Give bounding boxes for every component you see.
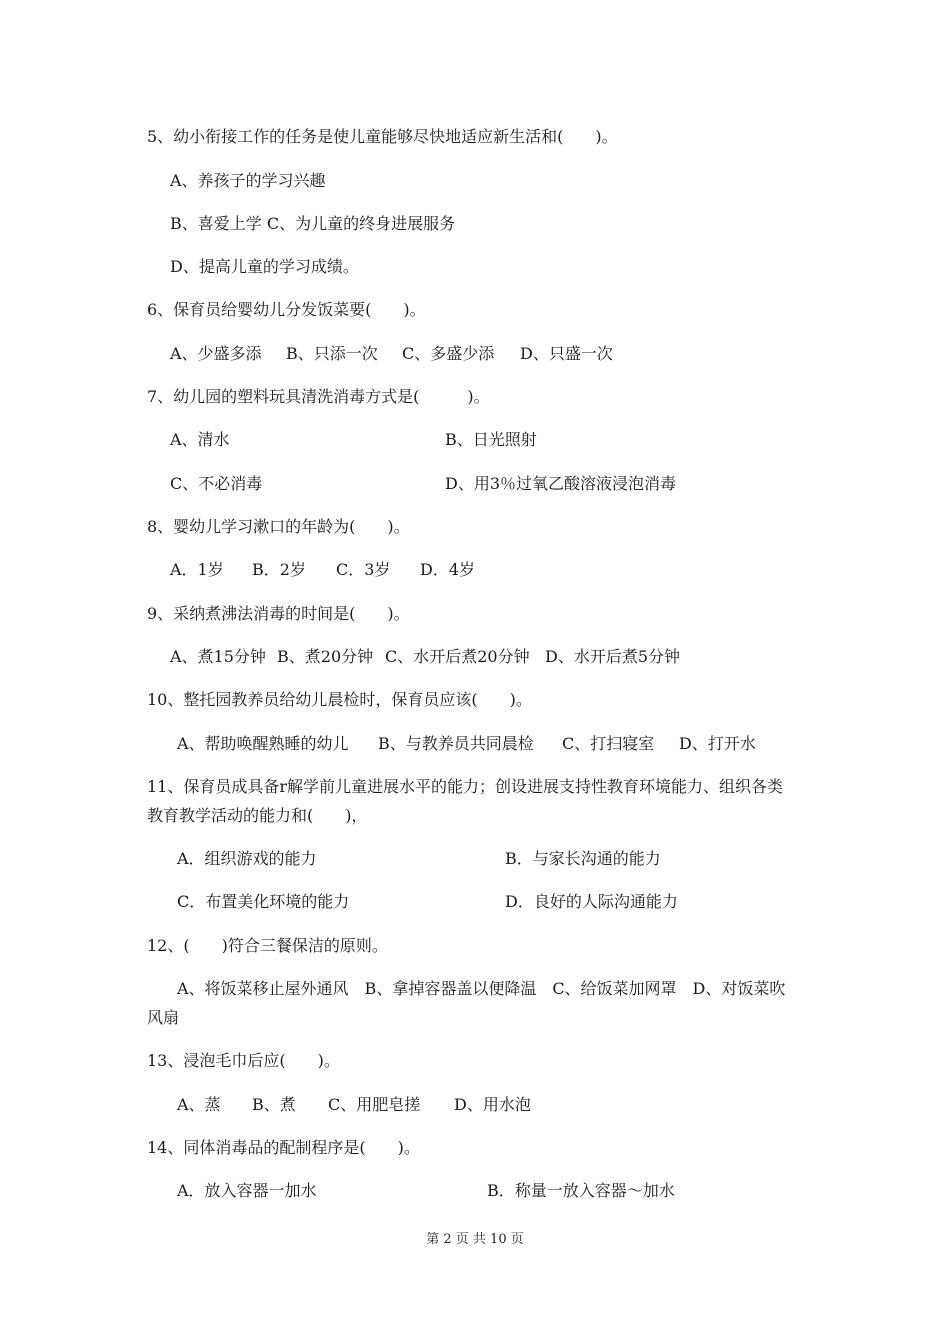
question-10-stem: 10、整托园教养员给幼儿晨检时，保育员应该( )。 [147,690,532,709]
question-7-option-b: B、日光照射 [445,430,537,449]
question-13-option-a: A、蒸 [177,1095,221,1114]
question-5-option-d: D、提高儿童的学习成绩。 [170,257,359,276]
question-6-option-b: B、只添一次 [286,344,378,363]
question-9-option-d: D、水开后煮5分钟 [545,647,681,666]
question-8-option-a: A．1岁 [170,560,224,579]
question-12-stem: 12、( )符合三餐保洁的原则。 [147,936,388,955]
question-8-option-b: B．2岁 [252,560,306,579]
question-8-stem: 8、婴幼儿学习漱口的年龄为( )。 [147,517,410,536]
question-10-option-a: A、帮助唤醒熟睡的幼儿 [177,734,349,753]
question-11-stem-line-2: 教育教学活动的能力和( )， [147,806,368,825]
page-footer: 第 2 页 共 10 页 [426,1232,524,1247]
question-11-option-d: D．良好的人际沟通能力 [505,892,678,911]
question-11-option-c: C．布置美化环境的能力 [177,892,350,911]
question-9-option-b: B、煮20分钟 [277,647,374,666]
question-9-stem: 9、采纳煮沸法消毒的时间是( )。 [147,604,410,623]
question-6-option-a: A、少盛多添 [170,344,262,363]
question-14-option-a: A．放入容器一加水 [177,1181,317,1200]
question-14-option-b: B．称量一放入容器～加水 [487,1181,675,1200]
question-9-option-a: A、煮15分钟 [170,647,266,666]
question-5-option-bc: B、喜爱上学 C、为儿童的终身进展服务 [170,214,456,233]
question-13-option-c: C、用肥皂搓 [328,1095,421,1114]
question-13-stem: 13、浸泡毛巾后应( )。 [147,1051,340,1070]
question-11-option-b: B．与家长沟通的能力 [505,849,661,868]
question-12-options-line-1: A、将饭菜移止屋外通风 B、拿掉容器盖以便降温 C、给饭菜加网罩 D、对饭菜吹 [177,979,786,998]
question-7-option-d: D、用3％过氧乙酸溶液浸泡消毒 [445,474,677,493]
question-11-stem-line-1: 11、保育员成具备r解学前儿童进展水平的能力；创设进展支持性教育环境能力、组织各类 [147,777,784,796]
question-7-option-a: A、清水 [170,430,230,449]
question-10-option-b: B、与教养员共同晨检 [378,734,534,753]
question-11-option-a: A．组织游戏的能力 [177,849,317,868]
question-13-option-b: B、煮 [252,1095,296,1114]
question-14-stem: 14、同体消毒品的配制程序是( )。 [147,1138,420,1157]
question-10-option-d: D、打开水 [679,734,756,753]
question-10-option-c: C、打扫寝室 [562,734,655,753]
question-6-stem: 6、保育员给婴幼儿分发饭菜要( )。 [147,300,426,319]
question-8-option-d: D．4岁 [420,560,476,579]
question-8-option-c: C．3岁 [336,560,391,579]
question-13-option-d: D、用水泡 [454,1095,531,1114]
question-5-stem: 5、幼小衔接工作的任务是使儿童能够尽快地适应新生活和( )。 [147,127,618,146]
question-12-options-line-2: 风扇 [147,1008,180,1027]
question-6-option-d: D、只盛一次 [520,344,613,363]
question-9-option-c: C、水开后煮20分钟 [385,647,530,666]
question-5-option-a: A、养孩子的学习兴趣 [170,171,326,190]
question-7-option-c: C、不必消毒 [170,474,263,493]
question-6-option-c: C、多盛少添 [402,344,495,363]
question-7-stem: 7、幼儿园的塑料玩具清洗消毒方式是( )。 [147,387,490,406]
